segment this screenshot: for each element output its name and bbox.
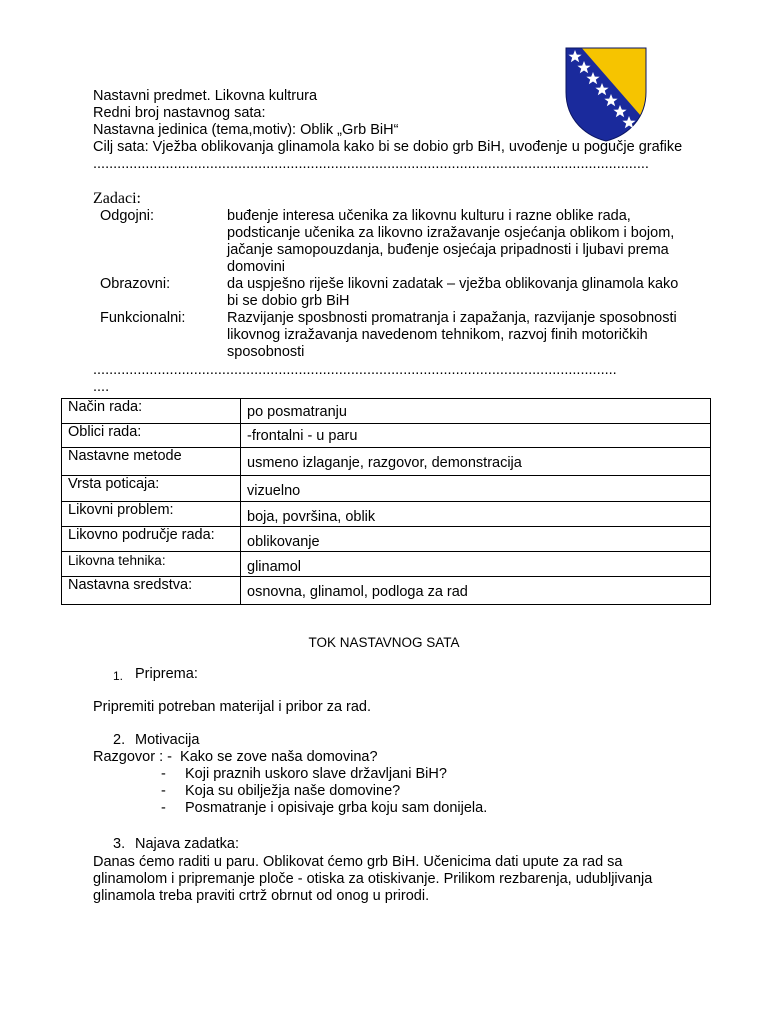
list-item bbox=[161, 783, 487, 800]
goal-label: Obrazovni: bbox=[100, 276, 171, 292]
row-label: Likovni problem: bbox=[62, 502, 241, 527]
row-label: Nastavne metode bbox=[62, 448, 241, 476]
dash: - bbox=[161, 783, 166, 799]
list-item bbox=[161, 800, 487, 817]
step-title: Najava zadatka: bbox=[135, 836, 239, 852]
goal-text: buđenje interesa učenika za likovnu kulturu i razne oblike rada, podsticanje učenika za likovno izražavanje osjećanja oblikom i bojom, jačanje samopouzdanja, buđenje osjećaja pripadnosti i ljubavi prema domovini bbox=[227, 208, 675, 275]
divider-dots: .......................................................................................................................................... bbox=[93, 156, 649, 172]
dash: - bbox=[161, 800, 166, 816]
row-label: Nastavna sredstva: bbox=[62, 577, 241, 605]
lesson-header bbox=[93, 88, 683, 173]
row-value: oblikovanje bbox=[241, 527, 711, 552]
table-row bbox=[62, 552, 711, 577]
divider-dots-2-cont: .... bbox=[93, 379, 110, 395]
table-row bbox=[62, 423, 711, 448]
goal-text: da uspješno riješe likovni zadatak – vježba oblikovanja glinamola kako bi se dobio grb BiH bbox=[227, 276, 679, 309]
table-row bbox=[62, 448, 711, 476]
goal-line: Cilj sata: Vježba oblikovanja glinamola kako bi se dobio grb BiH, uvođenje u pogučje grafike bbox=[93, 139, 683, 155]
goal-label: Funkcionalni: bbox=[100, 310, 186, 326]
row-value: -frontalni - u paru bbox=[241, 423, 711, 448]
zadaci-list bbox=[100, 208, 680, 361]
unit-line: Nastavna jedinica (tema,motiv): Oblik „Grb BiH“ bbox=[93, 122, 399, 138]
goal-text: Razvijanje sposbnosti promatranja i zapažanja, razvijanje sposobnosti likovnog izražavanja navedenom tehnikom, razvoj finih motoričkih sposobnosti bbox=[227, 310, 677, 360]
goal-obrazovni bbox=[100, 276, 680, 310]
goal-funkcionalni bbox=[100, 310, 680, 361]
row-value: glinamol bbox=[241, 552, 711, 577]
row-value: boja, površina, oblik bbox=[241, 502, 711, 527]
row-label: Način rada: bbox=[62, 399, 241, 424]
dash: - bbox=[161, 766, 166, 782]
question: Koja su obilježja naše domovine? bbox=[185, 783, 401, 799]
step-number: 1. bbox=[113, 669, 124, 683]
lesson-number-line: Redni broj nastavnog sata: bbox=[93, 105, 266, 121]
row-label: Likovno područje rada: bbox=[62, 527, 241, 552]
row-value: po posmatranju bbox=[241, 399, 711, 424]
table-row bbox=[62, 476, 711, 502]
question-list bbox=[161, 766, 487, 817]
step-text: Pripremiti potreban materijal i pribor za rad. bbox=[93, 699, 372, 715]
step-number: 2. bbox=[113, 732, 126, 748]
step-title: Priprema: bbox=[135, 666, 198, 682]
table-row bbox=[62, 502, 711, 527]
row-label: Likovna tehnika: bbox=[62, 552, 241, 577]
row-value: osnovna, glinamol, podloga za rad bbox=[241, 577, 711, 605]
step-intro: Razgovor : - Kako se zove naša domovina? bbox=[93, 749, 378, 765]
zadaci-title: Zadaci: bbox=[93, 190, 141, 207]
lesson-info-table bbox=[61, 398, 711, 605]
table-row bbox=[62, 577, 711, 605]
row-label: Oblici rada: bbox=[62, 423, 241, 448]
table-row bbox=[62, 399, 711, 424]
row-label: Vrsta poticaja: bbox=[62, 476, 241, 502]
step-text: Danas ćemo raditi u paru. Oblikovat ćemo grb BiH. Učenicima dati upute za rad sa glinamolom i pripremanje ploče - otiska za otiskivanje. Prilikom rezbarenja, udubljivanja glinamola treba praviti crtrž obrnut od onog u prirodi. bbox=[93, 854, 653, 904]
step-number: 3. bbox=[113, 836, 126, 852]
row-value: usmeno izlaganje, razgovor, demonstracija bbox=[241, 448, 711, 476]
list-item bbox=[161, 766, 487, 783]
subject-line: Nastavni predmet. Likovna kultrura bbox=[93, 88, 318, 104]
goal-odgojni bbox=[100, 208, 680, 276]
question: Posmatranje i opisivaje grba koju sam donijela. bbox=[185, 800, 488, 816]
question: Koji praznih uskoro slave državljani BiH? bbox=[185, 766, 447, 782]
row-value: vizuelno bbox=[241, 476, 711, 502]
divider-dots-2: .................................................................................................................................. bbox=[93, 362, 617, 378]
table-row bbox=[62, 527, 711, 552]
step-title: Motivacija bbox=[135, 732, 200, 748]
section-title: TOK NASTAVNOG SATA bbox=[308, 635, 460, 650]
goal-label: Odgojni: bbox=[100, 208, 155, 224]
